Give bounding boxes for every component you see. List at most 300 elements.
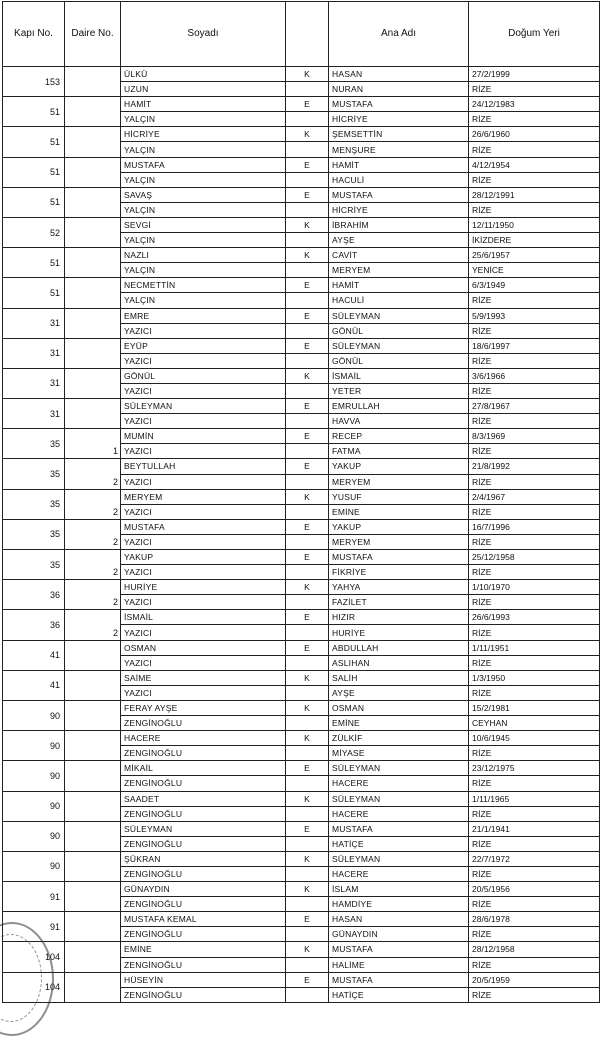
- header-dogum-yeri: Doğum Yeri: [469, 2, 600, 67]
- father-name-cell: MUSTAFA: [329, 97, 469, 112]
- surname-cell: ZENGİNOĞLU: [121, 927, 286, 942]
- table-row: [3, 882, 600, 897]
- table-row: [3, 700, 600, 715]
- birth-place-cell: RİZE: [469, 776, 600, 791]
- birth-date-cell: 24/12/1983: [469, 97, 600, 112]
- first-name-cell: EMRE: [121, 308, 286, 323]
- gender-cell: K: [286, 489, 329, 504]
- table-row: [3, 942, 600, 957]
- kapi-no-cell: 31: [3, 308, 65, 338]
- father-name-cell: HAMİT: [329, 157, 469, 172]
- birth-date-cell: 27/8/1967: [469, 399, 600, 414]
- birth-place-cell: RİZE: [469, 504, 600, 519]
- daire-no-cell: 2: [65, 550, 121, 580]
- mother-name-cell: ASLIHAN: [329, 655, 469, 670]
- daire-no-cell: [65, 700, 121, 730]
- first-name-cell: MUSTAFA: [121, 157, 286, 172]
- mother-name-cell: FİKRİYE: [329, 565, 469, 580]
- mother-name-cell: HAVVA: [329, 414, 469, 429]
- gender-blank-cell: [286, 685, 329, 700]
- gender-blank-cell: [286, 172, 329, 187]
- kapi-no-cell: 91: [3, 882, 65, 912]
- gender-cell: E: [286, 610, 329, 625]
- mother-name-cell: HACULİ: [329, 293, 469, 308]
- kapi-no-cell: 90: [3, 821, 65, 851]
- mother-name-cell: HACERE: [329, 776, 469, 791]
- birth-date-cell: 22/7/1972: [469, 851, 600, 866]
- kapi-no-cell: 35: [3, 550, 65, 580]
- gender-blank-cell: [286, 323, 329, 338]
- father-name-cell: MUSTAFA: [329, 821, 469, 836]
- gender-cell: E: [286, 640, 329, 655]
- header-cinsiyet: [286, 2, 329, 67]
- mother-name-cell: HİCRİYE: [329, 202, 469, 217]
- birth-date-cell: 25/6/1957: [469, 248, 600, 263]
- gender-cell: E: [286, 519, 329, 534]
- surname-cell: YAZICI: [121, 655, 286, 670]
- father-name-cell: MUSTAFA: [329, 187, 469, 202]
- first-name-cell: SAADET: [121, 791, 286, 806]
- kapi-no-cell: 51: [3, 248, 65, 278]
- kapi-no-cell: 35: [3, 489, 65, 519]
- gender-cell: K: [286, 127, 329, 142]
- gender-cell: K: [286, 851, 329, 866]
- gender-blank-cell: [286, 353, 329, 368]
- surname-cell: YALÇIN: [121, 263, 286, 278]
- gender-blank-cell: [286, 474, 329, 489]
- birth-date-cell: 15/2/1981: [469, 700, 600, 715]
- mother-name-cell: GÖNÜL: [329, 323, 469, 338]
- first-name-cell: YAKUP: [121, 550, 286, 565]
- voter-table: [2, 1, 600, 1003]
- birth-date-cell: 1/11/1965: [469, 791, 600, 806]
- father-name-cell: HIZIR: [329, 610, 469, 625]
- first-name-cell: OSMAN: [121, 640, 286, 655]
- birth-place-cell: RİZE: [469, 474, 600, 489]
- birth-place-cell: YENİCE: [469, 263, 600, 278]
- surname-cell: YAZICI: [121, 595, 286, 610]
- father-name-cell: İBRAHİM: [329, 217, 469, 232]
- birth-date-cell: 20/5/1959: [469, 972, 600, 987]
- surname-cell: ZENGİNOĞLU: [121, 776, 286, 791]
- birth-place-cell: RİZE: [469, 112, 600, 127]
- birth-place-cell: İKİZDERE: [469, 233, 600, 248]
- father-name-cell: CAVİT: [329, 248, 469, 263]
- mother-name-cell: HATİÇE: [329, 836, 469, 851]
- birth-place-cell: RİZE: [469, 383, 600, 398]
- birth-date-cell: 5/9/1993: [469, 308, 600, 323]
- father-name-cell: SÜLEYMAN: [329, 761, 469, 776]
- gender-blank-cell: [286, 383, 329, 398]
- kapi-no-cell: 104: [3, 942, 65, 972]
- surname-cell: YALÇIN: [121, 142, 286, 157]
- birth-date-cell: 26/6/1960: [469, 127, 600, 142]
- table-row: [3, 248, 600, 263]
- birth-date-cell: 28/12/1991: [469, 187, 600, 202]
- table-row: [3, 308, 600, 323]
- father-name-cell: SÜLEYMAN: [329, 791, 469, 806]
- gender-cell: K: [286, 882, 329, 897]
- kapi-no-cell: 51: [3, 97, 65, 127]
- surname-cell: ZENGİNOĞLU: [121, 836, 286, 851]
- table-row: [3, 489, 600, 504]
- daire-no-cell: [65, 972, 121, 1002]
- father-name-cell: YUSUF: [329, 489, 469, 504]
- table-row: [3, 851, 600, 866]
- kapi-no-cell: 51: [3, 157, 65, 187]
- surname-cell: ZENGİNOĞLU: [121, 987, 286, 1002]
- daire-no-cell: [65, 157, 121, 187]
- daire-no-cell: [65, 640, 121, 670]
- gender-cell: K: [286, 248, 329, 263]
- gender-cell: K: [286, 942, 329, 957]
- gender-blank-cell: [286, 595, 329, 610]
- mother-name-cell: MİYASE: [329, 746, 469, 761]
- gender-cell: E: [286, 972, 329, 987]
- gender-cell: K: [286, 670, 329, 685]
- mother-name-cell: HAMDİYE: [329, 897, 469, 912]
- table-row: [3, 399, 600, 414]
- gender-blank-cell: [286, 504, 329, 519]
- first-name-cell: MİKAİL: [121, 761, 286, 776]
- daire-no-cell: [65, 127, 121, 157]
- birth-date-cell: 6/3/1949: [469, 278, 600, 293]
- surname-cell: UZUN: [121, 82, 286, 97]
- surname-cell: YALÇIN: [121, 172, 286, 187]
- gender-blank-cell: [286, 866, 329, 881]
- table-row: [3, 580, 600, 595]
- gender-blank-cell: [286, 655, 329, 670]
- daire-no-cell: [65, 368, 121, 398]
- gender-blank-cell: [286, 746, 329, 761]
- kapi-no-cell: 51: [3, 127, 65, 157]
- gender-blank-cell: [286, 82, 329, 97]
- birth-date-cell: 10/6/1945: [469, 731, 600, 746]
- father-name-cell: YAKUP: [329, 459, 469, 474]
- kapi-no-cell: 36: [3, 580, 65, 610]
- mother-name-cell: MERYEM: [329, 474, 469, 489]
- surname-cell: YAZICI: [121, 474, 286, 489]
- gender-cell: K: [286, 67, 329, 82]
- surname-cell: YAZICI: [121, 353, 286, 368]
- gender-blank-cell: [286, 806, 329, 821]
- mother-name-cell: AYŞE: [329, 685, 469, 700]
- birth-date-cell: 20/5/1956: [469, 882, 600, 897]
- birth-date-cell: 21/8/1992: [469, 459, 600, 474]
- first-name-cell: GÖNÜL: [121, 368, 286, 383]
- first-name-cell: SAVAŞ: [121, 187, 286, 202]
- birth-place-cell: RİZE: [469, 897, 600, 912]
- birth-place-cell: RİZE: [469, 353, 600, 368]
- gender-blank-cell: [286, 927, 329, 942]
- father-name-cell: ABDULLAH: [329, 640, 469, 655]
- daire-no-cell: [65, 278, 121, 308]
- kapi-no-cell: 52: [3, 217, 65, 247]
- mother-name-cell: FAZİLET: [329, 595, 469, 610]
- gender-cell: E: [286, 187, 329, 202]
- gender-blank-cell: [286, 897, 329, 912]
- birth-place-cell: CEYHAN: [469, 716, 600, 731]
- gender-cell: K: [286, 368, 329, 383]
- mother-name-cell: NURAN: [329, 82, 469, 97]
- first-name-cell: HACERE: [121, 731, 286, 746]
- birth-place-cell: RİZE: [469, 987, 600, 1002]
- birth-place-cell: RİZE: [469, 293, 600, 308]
- birth-date-cell: 12/11/1950: [469, 217, 600, 232]
- surname-cell: YAZICI: [121, 625, 286, 640]
- birth-place-cell: RİZE: [469, 565, 600, 580]
- table-row: [3, 278, 600, 293]
- mother-name-cell: HİCRİYE: [329, 112, 469, 127]
- surname-cell: ZENGİNOĞLU: [121, 957, 286, 972]
- father-name-cell: İSMAİL: [329, 368, 469, 383]
- kapi-no-cell: 153: [3, 67, 65, 97]
- birth-place-cell: RİZE: [469, 625, 600, 640]
- father-name-cell: YAHYA: [329, 580, 469, 595]
- mother-name-cell: HACULİ: [329, 172, 469, 187]
- birth-date-cell: 1/11/1951: [469, 640, 600, 655]
- table-body: [3, 67, 600, 1003]
- birth-place-cell: RİZE: [469, 655, 600, 670]
- kapi-no-cell: 41: [3, 640, 65, 670]
- kapi-no-cell: 51: [3, 187, 65, 217]
- mother-name-cell: MENŞURE: [329, 142, 469, 157]
- surname-cell: YAZICI: [121, 685, 286, 700]
- kapi-no-cell: 51: [3, 278, 65, 308]
- birth-place-cell: RİZE: [469, 957, 600, 972]
- gender-blank-cell: [286, 957, 329, 972]
- daire-no-cell: [65, 308, 121, 338]
- gender-cell: E: [286, 821, 329, 836]
- surname-cell: ZENGİNOĞLU: [121, 746, 286, 761]
- gender-blank-cell: [286, 142, 329, 157]
- mother-name-cell: AYŞE: [329, 233, 469, 248]
- kapi-no-cell: 90: [3, 731, 65, 761]
- table-row: [3, 821, 600, 836]
- header-kapi-no: Kapı No.: [3, 2, 65, 67]
- mother-name-cell: YETER: [329, 383, 469, 398]
- gender-blank-cell: [286, 565, 329, 580]
- birth-date-cell: 23/12/1975: [469, 761, 600, 776]
- daire-no-cell: [65, 791, 121, 821]
- surname-cell: YALÇIN: [121, 112, 286, 127]
- kapi-no-cell: 31: [3, 399, 65, 429]
- table-row: [3, 97, 600, 112]
- gender-blank-cell: [286, 987, 329, 1002]
- header-daire-no: Daire No.: [65, 2, 121, 67]
- birth-place-cell: RİZE: [469, 806, 600, 821]
- table-row: [3, 670, 600, 685]
- birth-place-cell: RİZE: [469, 746, 600, 761]
- mother-name-cell: MERYEM: [329, 534, 469, 549]
- gender-cell: E: [286, 550, 329, 565]
- table-row: [3, 640, 600, 655]
- surname-cell: YAZICI: [121, 414, 286, 429]
- mother-name-cell: HACERE: [329, 866, 469, 881]
- table-header: [3, 2, 600, 67]
- first-name-cell: HÜSEYİN: [121, 972, 286, 987]
- surname-cell: YALÇIN: [121, 233, 286, 248]
- mother-name-cell: HALİME: [329, 957, 469, 972]
- daire-no-cell: [65, 399, 121, 429]
- birth-date-cell: 1/3/1950: [469, 670, 600, 685]
- gender-blank-cell: [286, 836, 329, 851]
- daire-no-cell: [65, 912, 121, 942]
- gender-blank-cell: [286, 625, 329, 640]
- table-row: [3, 187, 600, 202]
- first-name-cell: NAZLI: [121, 248, 286, 263]
- gender-blank-cell: [286, 233, 329, 248]
- first-name-cell: EYÜP: [121, 338, 286, 353]
- birth-place-cell: RİZE: [469, 685, 600, 700]
- mother-name-cell: FATMA: [329, 444, 469, 459]
- birth-date-cell: 16/7/1996: [469, 519, 600, 534]
- birth-place-cell: RİZE: [469, 172, 600, 187]
- first-name-cell: SÜLEYMAN: [121, 821, 286, 836]
- gender-cell: K: [286, 731, 329, 746]
- birth-place-cell: RİZE: [469, 414, 600, 429]
- father-name-cell: EMRULLAH: [329, 399, 469, 414]
- surname-cell: YAZICI: [121, 565, 286, 580]
- mother-name-cell: HATİÇE: [329, 987, 469, 1002]
- surname-cell: ZENGİNOĞLU: [121, 866, 286, 881]
- birth-date-cell: 27/2/1999: [469, 67, 600, 82]
- gender-cell: K: [286, 217, 329, 232]
- birth-place-cell: RİZE: [469, 534, 600, 549]
- birth-place-cell: RİZE: [469, 836, 600, 851]
- table-row: [3, 550, 600, 565]
- header-ana-adi: Ana Adı: [329, 2, 469, 67]
- daire-no-cell: [65, 670, 121, 700]
- gender-blank-cell: [286, 534, 329, 549]
- first-name-cell: MUSTAFA KEMAL: [121, 912, 286, 927]
- daire-no-cell: 2: [65, 580, 121, 610]
- birth-place-cell: RİZE: [469, 595, 600, 610]
- table-row: [3, 610, 600, 625]
- father-name-cell: MUSTAFA: [329, 972, 469, 987]
- first-name-cell: MUSTAFA: [121, 519, 286, 534]
- kapi-no-cell: 31: [3, 338, 65, 368]
- birth-date-cell: 21/1/1941: [469, 821, 600, 836]
- birth-date-cell: 25/12/1958: [469, 550, 600, 565]
- first-name-cell: HİCRİYE: [121, 127, 286, 142]
- first-name-cell: BEYTULLAH: [121, 459, 286, 474]
- gender-blank-cell: [286, 776, 329, 791]
- surname-cell: YAZICI: [121, 534, 286, 549]
- surname-cell: YALÇIN: [121, 202, 286, 217]
- surname-cell: YAZICI: [121, 444, 286, 459]
- first-name-cell: HAMİT: [121, 97, 286, 112]
- birth-date-cell: 4/12/1954: [469, 157, 600, 172]
- gender-cell: E: [286, 429, 329, 444]
- surname-cell: ZENGİNOĞLU: [121, 806, 286, 821]
- first-name-cell: MUMİN: [121, 429, 286, 444]
- first-name-cell: FERAY AYŞE: [121, 700, 286, 715]
- birth-date-cell: 18/6/1997: [469, 338, 600, 353]
- first-name-cell: SÜLEYMAN: [121, 399, 286, 414]
- table-row: [3, 519, 600, 534]
- gender-blank-cell: [286, 112, 329, 127]
- first-name-cell: HURİYE: [121, 580, 286, 595]
- kapi-no-cell: 31: [3, 368, 65, 398]
- kapi-no-cell: 91: [3, 912, 65, 942]
- daire-no-cell: 1: [65, 429, 121, 459]
- father-name-cell: HAMİT: [329, 278, 469, 293]
- daire-no-cell: [65, 248, 121, 278]
- daire-no-cell: [65, 851, 121, 881]
- daire-no-cell: [65, 187, 121, 217]
- surname-cell: ZENGİNOĞLU: [121, 897, 286, 912]
- mother-name-cell: GÜNAYDIN: [329, 927, 469, 942]
- birth-date-cell: 1/10/1970: [469, 580, 600, 595]
- table-row: [3, 912, 600, 927]
- kapi-no-cell: 90: [3, 791, 65, 821]
- mother-name-cell: EMİNE: [329, 716, 469, 731]
- kapi-no-cell: 35: [3, 519, 65, 549]
- birth-place-cell: RİZE: [469, 323, 600, 338]
- gender-cell: E: [286, 399, 329, 414]
- gender-cell: E: [286, 338, 329, 353]
- kapi-no-cell: 90: [3, 700, 65, 730]
- surname-cell: YAZICI: [121, 323, 286, 338]
- gender-cell: K: [286, 580, 329, 595]
- table-row: [3, 338, 600, 353]
- daire-no-cell: [65, 97, 121, 127]
- first-name-cell: SEVGİ: [121, 217, 286, 232]
- mother-name-cell: HURİYE: [329, 625, 469, 640]
- table-row: [3, 217, 600, 232]
- table-row: [3, 972, 600, 987]
- gender-cell: E: [286, 761, 329, 776]
- father-name-cell: SALİH: [329, 670, 469, 685]
- daire-no-cell: 2: [65, 610, 121, 640]
- first-name-cell: SAİME: [121, 670, 286, 685]
- first-name-cell: MERYEM: [121, 489, 286, 504]
- first-name-cell: GÜNAYDIN: [121, 882, 286, 897]
- table-row: [3, 429, 600, 444]
- daire-no-cell: 2: [65, 489, 121, 519]
- father-name-cell: MUSTAFA: [329, 942, 469, 957]
- table-row: [3, 157, 600, 172]
- kapi-no-cell: 35: [3, 429, 65, 459]
- surname-cell: YAZICI: [121, 383, 286, 398]
- gender-cell: K: [286, 791, 329, 806]
- father-name-cell: RECEP: [329, 429, 469, 444]
- birth-place-cell: RİZE: [469, 444, 600, 459]
- mother-name-cell: MERYEM: [329, 263, 469, 278]
- gender-blank-cell: [286, 293, 329, 308]
- gender-blank-cell: [286, 263, 329, 278]
- header-soyadi: Soyadı: [121, 2, 286, 67]
- kapi-no-cell: 41: [3, 670, 65, 700]
- surname-cell: YALÇIN: [121, 293, 286, 308]
- daire-no-cell: [65, 217, 121, 247]
- table-row: [3, 368, 600, 383]
- daire-no-cell: [65, 882, 121, 912]
- gender-blank-cell: [286, 202, 329, 217]
- gender-cell: E: [286, 97, 329, 112]
- father-name-cell: MUSTAFA: [329, 550, 469, 565]
- birth-date-cell: 28/6/1978: [469, 912, 600, 927]
- mother-name-cell: EMİNE: [329, 504, 469, 519]
- gender-cell: K: [286, 700, 329, 715]
- father-name-cell: İSLAM: [329, 882, 469, 897]
- table-row: [3, 459, 600, 474]
- father-name-cell: YAKUP: [329, 519, 469, 534]
- gender-blank-cell: [286, 716, 329, 731]
- kapi-no-cell: 90: [3, 851, 65, 881]
- first-name-cell: ÜLKÜ: [121, 67, 286, 82]
